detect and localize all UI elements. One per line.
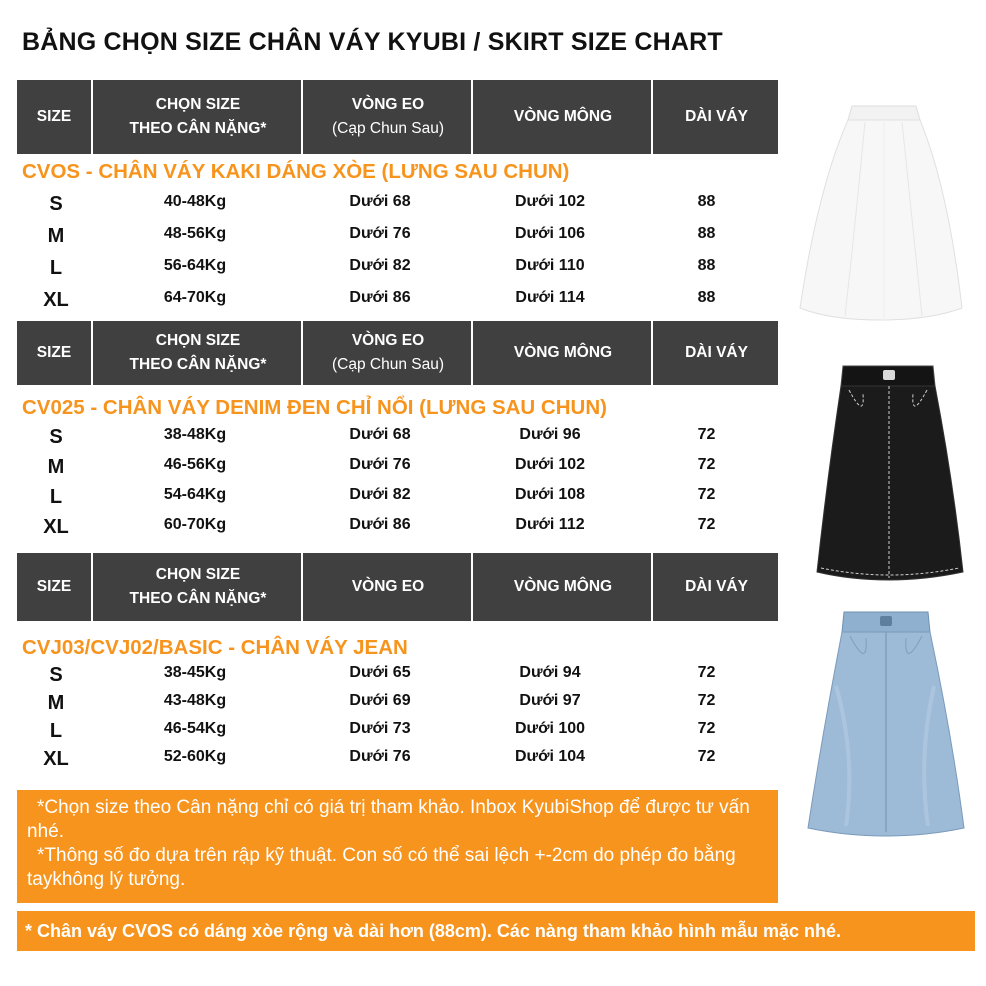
footer-note: * Chân váy CVOS có dáng xòe rộng và dài hơn (88cm). Các nàng tham khảo hình mẫu mặc nhé. <box>17 911 975 951</box>
table-row: S 38-48Kg Dưới 68 Dưới 96 72 <box>49 426 716 448</box>
note-text: *Chọn size theo Cân nặng chỉ có giá trị tham khảo. Inbox KyubiShop để được tư vấn nhé. <box>27 797 750 842</box>
table-row: XL 60-70Kg Dưới 86 Dưới 112 72 <box>43 516 716 538</box>
table-row: M 48-56Kg Dưới 76 Dưới 106 88 <box>47 225 716 247</box>
table-row: XL 64-70Kg Dưới 86 Dưới 114 88 <box>43 289 716 311</box>
header-length: DÀI VÁY <box>655 553 778 621</box>
note-text: *Thông số đo dựa trên rập kỹ thuật. Con số có thể sai lệch +-2cm do phép đo bằng taykhông lý tưởng. <box>27 845 736 890</box>
table-row: S 38-45Kg Dưới 65 Dưới 94 72 <box>49 664 716 686</box>
table-row: L 46-54Kg Dưới 73 Dưới 100 72 <box>49 720 716 742</box>
table-row: L 54-64Kg Dưới 82 Dưới 108 72 <box>49 486 716 508</box>
header-size: SIZE <box>17 553 93 621</box>
table-row: S 40-48Kg Dưới 68 Dưới 102 88 <box>49 193 716 215</box>
header-hip: VÒNG MÔNG <box>475 553 653 621</box>
black-denim-skirt-image <box>815 360 965 582</box>
header-size: SIZE <box>17 80 93 154</box>
header-weight: CHỌN SIZE THEO CÂN NẶNG* <box>95 80 303 154</box>
header-weight: CHỌN SIZE THEO CÂN NẶNG* <box>95 321 303 385</box>
table-header <box>17 321 778 385</box>
header-waist: VÒNG EO (Cạp Chun Sau) <box>305 80 473 154</box>
section-title: CVJ03/CVJ02/BASIC - CHÂN VÁY JEAN <box>22 636 408 659</box>
header-waist: VÒNG EO <box>305 553 473 621</box>
section-title: CV025 - CHÂN VÁY DENIM ĐEN CHỈ NỔI (LƯNG SAU CHUN) <box>22 396 607 419</box>
header-length: DÀI VÁY <box>655 80 778 154</box>
page-title: BẢNG CHỌN SIZE CHÂN VÁY KYUBI / SKIRT SIZE CHART <box>22 28 723 56</box>
table-row: L 56-64Kg Dưới 82 Dưới 110 88 <box>49 257 716 279</box>
blue-jean-skirt-image <box>806 606 968 838</box>
table-row: M 46-56Kg Dưới 76 Dưới 102 72 <box>47 456 716 478</box>
table-header <box>17 553 778 621</box>
table-row: M 43-48Kg Dưới 69 Dưới 97 72 <box>47 692 716 714</box>
section-title: CVOS - CHÂN VÁY KAKI DÁNG XÒE (LƯNG SAU CHUN) <box>22 160 570 183</box>
table-header <box>17 80 778 154</box>
header-waist: VÒNG EO (Cạp Chun Sau) <box>305 321 473 385</box>
notes-box <box>17 790 778 903</box>
header-weight: CHỌN SIZE THEO CÂN NẶNG* <box>95 553 303 621</box>
header-hip: VÒNG MÔNG <box>475 80 653 154</box>
table-row: XL 52-60Kg Dưới 76 Dưới 104 72 <box>43 748 716 770</box>
header-hip: VÒNG MÔNG <box>475 321 653 385</box>
header-length: DÀI VÁY <box>655 321 778 385</box>
header-size: SIZE <box>17 321 93 385</box>
white-skirt-image <box>790 98 970 328</box>
